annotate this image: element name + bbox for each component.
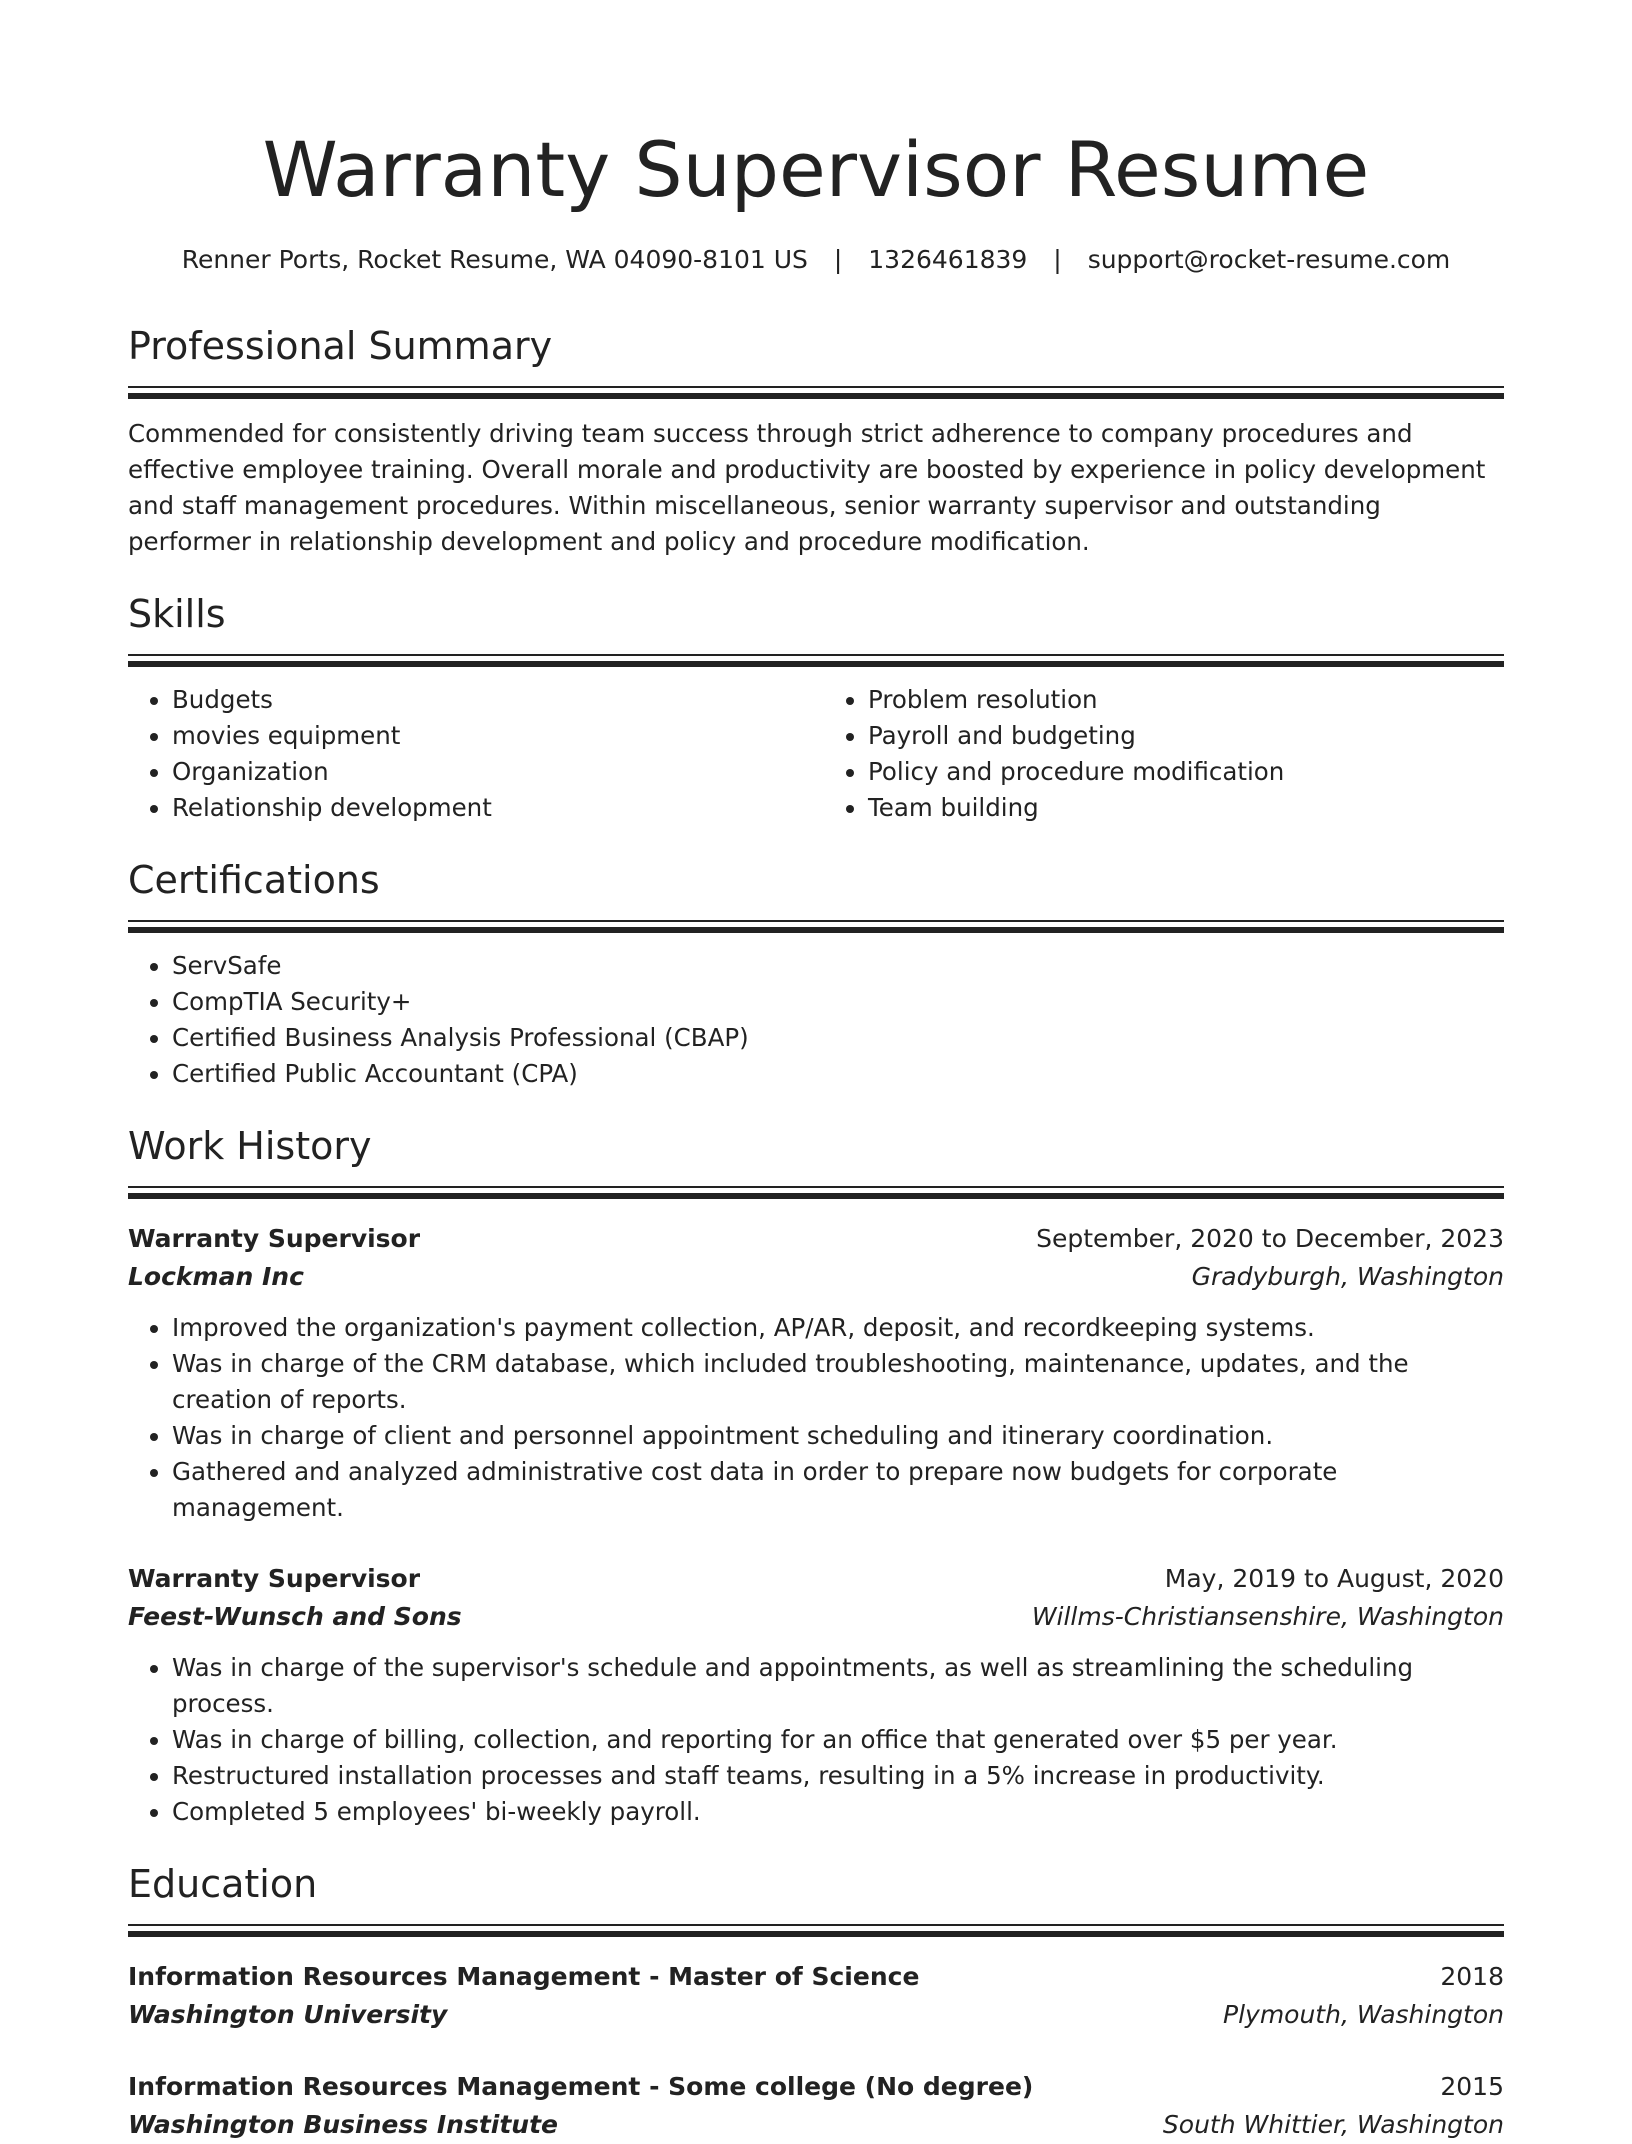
section-divider	[128, 654, 1504, 666]
job-bullet: • Was in charge of the CRM database, which included troubleshooting, maintenance, updates, and the creation of reports.	[172, 1346, 1504, 1418]
work-heading: Work History	[128, 1124, 372, 1168]
skill-item: • Policy and procedure modification	[868, 754, 1504, 790]
skill-item: • Relationship development	[172, 790, 816, 826]
contact-email: support@rocket-resume.com	[1087, 245, 1451, 274]
skills-list-right	[816, 682, 1504, 826]
education-entry	[128, 1958, 1504, 2034]
education-school: Washington Business Institute	[128, 2110, 558, 2139]
certification-item: • Certified Business Analysis Professional (CBAP)	[172, 1020, 1504, 1056]
education-year: 2015	[1440, 2072, 1504, 2101]
certification-item: • CompTIA Security+	[172, 984, 1504, 1020]
certifications-section	[128, 856, 1504, 1092]
contact-line	[128, 242, 1504, 278]
job-entry	[128, 1220, 1504, 1526]
skills-list-left	[128, 682, 816, 826]
education-location: South Whittier, Washington	[1162, 2110, 1504, 2139]
education-school: Washington University	[128, 2000, 448, 2029]
education-header-row	[128, 2068, 1504, 2106]
section-divider	[128, 1186, 1504, 1198]
section-divider	[128, 386, 1504, 398]
job-company: Lockman Inc	[128, 1262, 304, 1291]
job-title: Warranty Supervisor	[128, 1224, 421, 1253]
summary-section	[128, 322, 1504, 560]
contact-address: Renner Ports, Rocket Resume, WA 04090-8101 US	[181, 245, 808, 274]
skill-item: • Budgets	[172, 682, 816, 718]
certification-item: • Certified Public Accountant (CPA)	[172, 1056, 1504, 1092]
job-entry	[128, 1560, 1504, 1830]
skill-item: • Payroll and budgeting	[868, 718, 1504, 754]
section-divider	[128, 1924, 1504, 1936]
page-title: Warranty Supervisor Resume	[262, 125, 1370, 214]
job-bullets	[128, 1650, 1504, 1830]
education-degree: Information Resources Management - Some college (No degree)	[128, 2072, 1034, 2101]
education-header-row	[128, 1958, 1504, 1996]
work-section	[128, 1122, 1504, 1830]
skills-grid	[128, 682, 1504, 826]
job-bullet: • Gathered and analyzed administrative cost data in order to prepare now budgets for corporate management.	[172, 1454, 1504, 1526]
skills-heading: Skills	[128, 592, 226, 636]
skill-item: • Organization	[172, 754, 816, 790]
skill-item: • Problem resolution	[868, 682, 1504, 718]
job-bullet: • Was in charge of client and personnel appointment scheduling and itinerary coordination.	[172, 1418, 1504, 1454]
job-company-row	[128, 1258, 1504, 1296]
education-year: 2018	[1440, 1962, 1504, 1991]
education-heading: Education	[128, 1862, 318, 1906]
job-header-row	[128, 1560, 1504, 1598]
job-dates: September, 2020 to December, 2023	[1036, 1224, 1504, 1253]
summary-heading: Professional Summary	[128, 324, 553, 368]
education-school-row	[128, 1996, 1504, 2034]
job-bullet: • Completed 5 employees' bi-weekly payroll.	[172, 1794, 1504, 1830]
skills-section	[128, 590, 1504, 826]
job-header-row	[128, 1220, 1504, 1258]
job-bullet: • Restructured installation processes and staff teams, resulting in a 5% increase in productivity.	[172, 1758, 1504, 1794]
contact-phone: 1326461839	[868, 245, 1028, 274]
job-dates: May, 2019 to August, 2020	[1164, 1564, 1504, 1593]
job-bullet: • Improved the organization's payment collection, AP/AR, deposit, and recordkeeping systems.	[172, 1310, 1504, 1346]
skill-item: • movies equipment	[172, 718, 816, 754]
summary-text: Commended for consistently driving team success through strict adherence to company procedures and effective employee training. Overall morale and productivity are boosted by experience in policy development and staff management procedures. Within miscellaneous, senior warranty supervisor and outstanding performer in relationship development and policy and procedure modification.	[128, 419, 1486, 556]
skill-item: • Team building	[868, 790, 1504, 826]
section-divider	[128, 920, 1504, 932]
job-bullet: • Was in charge of the supervisor's schedule and appointments, as well as streamlining the scheduling process.	[172, 1650, 1504, 1722]
job-company-row	[128, 1598, 1504, 1636]
education-degree: Information Resources Management - Master of Science	[128, 1962, 920, 1991]
job-location: Willms-Christiansenshire, Washington	[1031, 1602, 1504, 1631]
job-bullet: • Was in charge of billing, collection, and reporting for an office that generated over $5 per year.	[172, 1722, 1504, 1758]
education-section	[128, 1860, 1504, 2144]
education-location: Plymouth, Washington	[1223, 2000, 1504, 2029]
certifications-heading: Certifications	[128, 858, 380, 902]
job-bullets	[128, 1310, 1504, 1526]
job-company: Feest-Wunsch and Sons	[128, 1602, 462, 1631]
education-entry	[128, 2068, 1504, 2144]
certification-item: • ServSafe	[172, 948, 1504, 984]
job-location: Gradyburgh, Washington	[1191, 1262, 1504, 1291]
certifications-list	[128, 948, 1504, 1092]
contact-separator: |	[1053, 245, 1062, 274]
job-title: Warranty Supervisor	[128, 1564, 421, 1593]
contact-separator: |	[833, 245, 843, 274]
